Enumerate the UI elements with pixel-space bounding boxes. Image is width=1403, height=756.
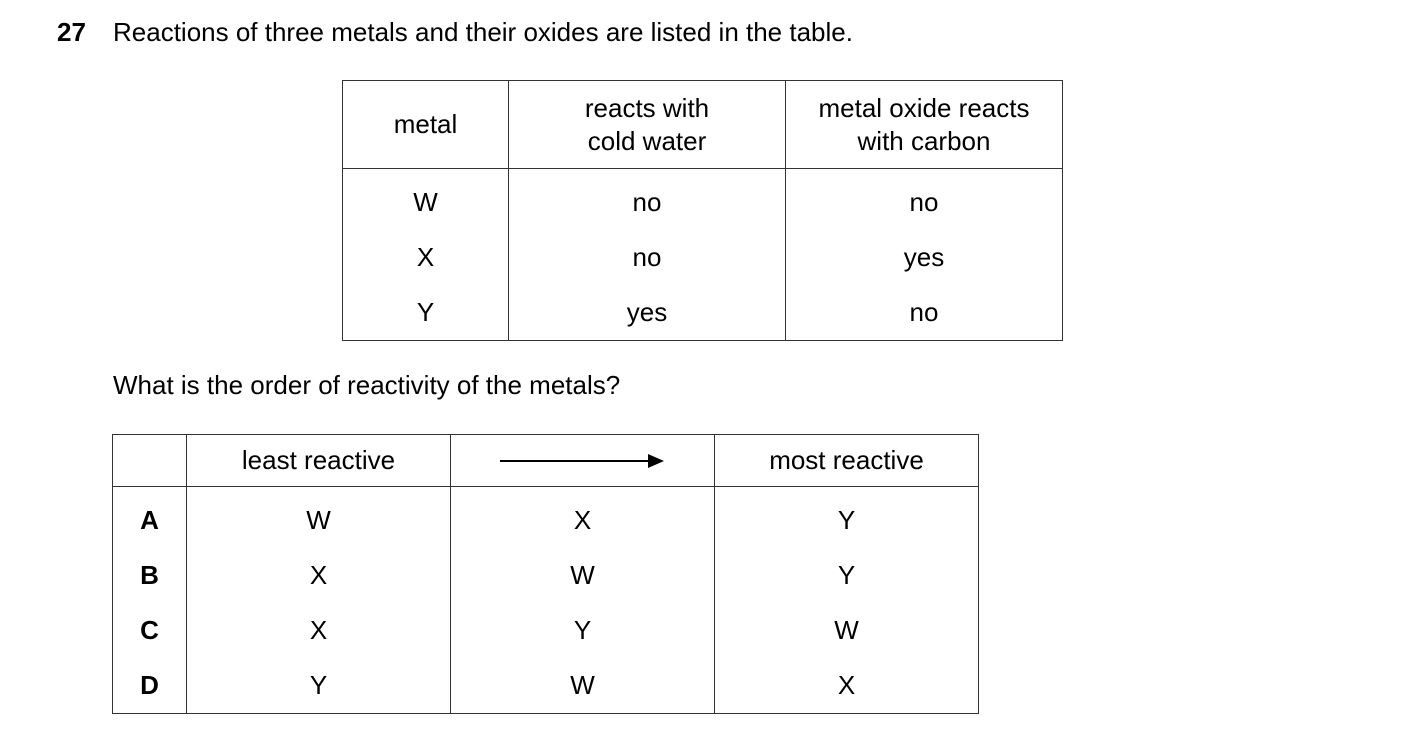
header-metal: metal <box>343 81 509 169</box>
middle-cell: W <box>570 560 595 590</box>
option-letter: D <box>140 670 159 700</box>
question-number: 27 <box>57 17 86 47</box>
header-least-reactive: least reactive <box>187 435 451 487</box>
cold-water-cell: yes <box>626 297 668 327</box>
most-cell: W <box>834 615 859 645</box>
most-cell: X <box>837 670 856 700</box>
metal-column <box>343 169 509 341</box>
middle-cell: W <box>570 670 595 700</box>
carbon-column <box>786 169 1063 341</box>
carbon-cell: no <box>909 187 939 217</box>
least-cell: W <box>306 505 331 535</box>
most-reactive-column <box>715 487 979 714</box>
middle-cell: Y <box>573 615 592 645</box>
carbon-cell: no <box>909 297 939 327</box>
metal-cell: Y <box>416 297 435 327</box>
question-text: Reactions of three metals and their oxides are listed in the table. <box>113 17 853 47</box>
metal-cell: W <box>413 187 438 217</box>
most-cell: Y <box>837 560 856 590</box>
question-prompt: What is the order of reactivity of the metals? <box>113 370 621 400</box>
reactions-table <box>342 80 1063 341</box>
option-letter: A <box>140 505 159 535</box>
header-empty <box>113 435 187 487</box>
least-cell: Y <box>309 670 328 700</box>
cold-water-cell: no <box>632 242 662 272</box>
header-arrow <box>451 435 715 487</box>
header-most-reactive: most reactive <box>715 435 979 487</box>
least-reactive-column <box>187 487 451 714</box>
cold-water-column <box>509 169 786 341</box>
cold-water-cell: no <box>632 187 662 217</box>
options-table-body-row <box>113 487 979 714</box>
least-cell: X <box>309 560 328 590</box>
reactions-table-header-row <box>343 81 1063 169</box>
option-letter: B <box>140 560 159 590</box>
options-table-header-row <box>113 435 979 487</box>
reactions-table-body-row <box>343 169 1063 341</box>
right-arrow-icon <box>498 453 668 469</box>
options-table <box>112 434 979 714</box>
option-letter: C <box>140 615 159 645</box>
carbon-cell: yes <box>903 242 945 272</box>
middle-column <box>451 487 715 714</box>
header-oxide-carbon: metal oxide reacts with carbon <box>786 81 1063 169</box>
header-cold-water: reacts with cold water <box>509 81 786 169</box>
option-letters-column <box>113 487 187 714</box>
metal-cell: X <box>416 242 435 272</box>
middle-cell: X <box>573 505 592 535</box>
least-cell: X <box>309 615 328 645</box>
most-cell: Y <box>837 505 856 535</box>
